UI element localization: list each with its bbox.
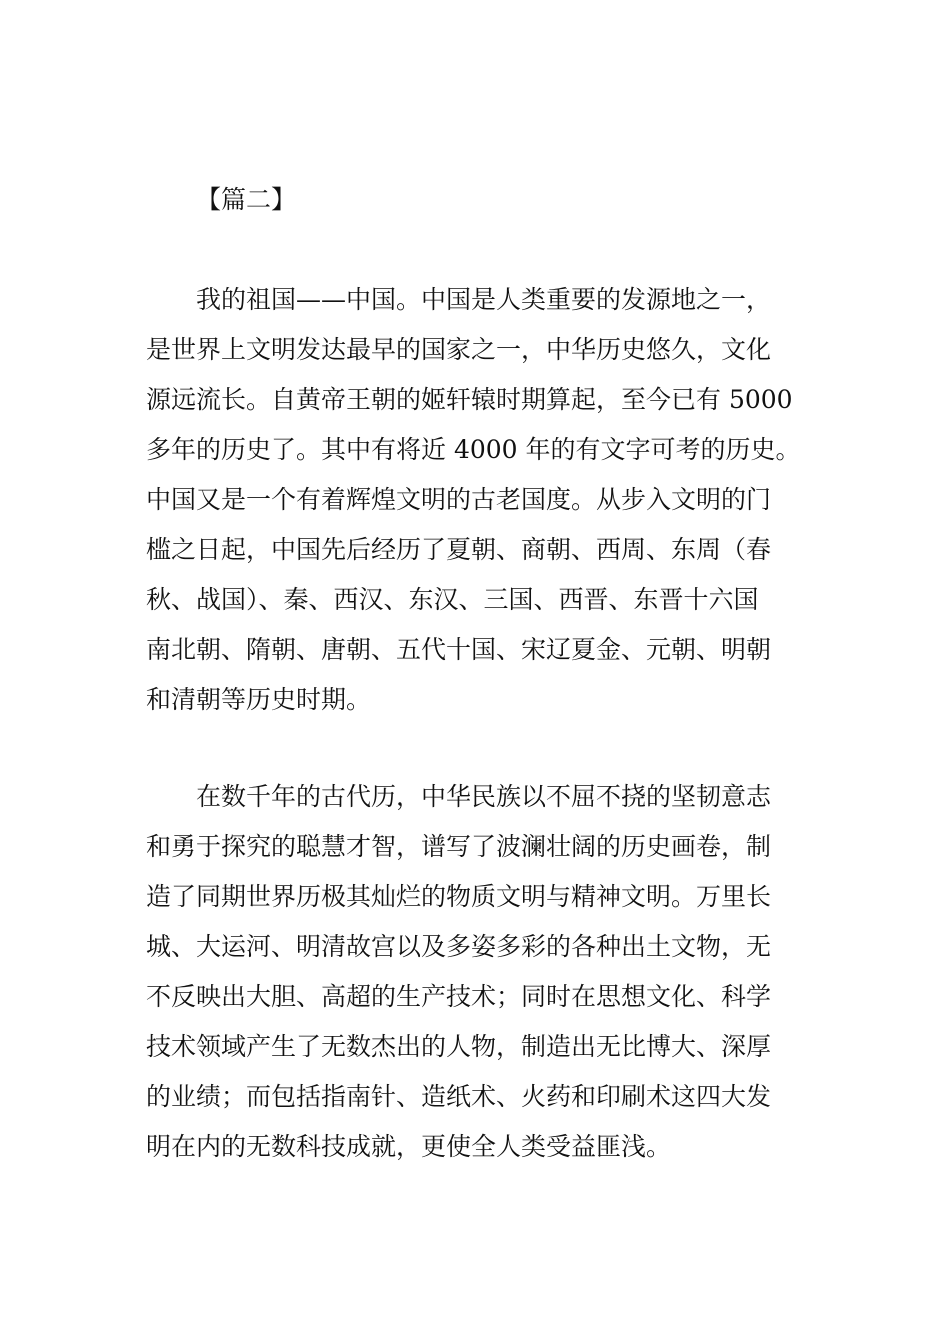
paragraph-line: 明在内的无数科技成就，更使全人类受益匪浅。 [146,1132,672,1161]
paragraph-line: 城、大运河、明清故宫以及多姿多彩的各种出土文物，无 [146,932,772,961]
paragraph-line: 造了同期世界历极其灿烂的物质文明与精神文明。万里长 [146,882,772,911]
paragraph-line: 的业绩；而包括指南针、造纸术、火药和印刷术这四大发 [146,1082,772,1111]
paragraph-2 [146,772,816,1172]
paragraph-line: 源远流长。自黄帝王朝的姬轩辕时期算起，至今已有 5000 [146,385,793,414]
paragraph-line: 和清朝等历史时期。 [146,685,372,714]
paragraph-line: 不反映出大胆、高超的生产技术；同时在思想文化、科学 [146,982,772,1011]
paragraph-line: 中国又是一个有着辉煌文明的古老国度。从步入文明的门 [146,485,772,514]
section-heading: 【篇二】 [196,185,297,214]
paragraph-line: 槛之日起，中国先后经历了夏朝、商朝、西周、东周（春 [146,535,772,564]
paragraph-line: 南北朝、隋朝、唐朝、五代十国、宋辽夏金、元朝、明朝 [146,635,772,664]
paragraph-line: 是世界上文明发达最早的国家之一，中华历史悠久，文化 [146,335,772,364]
paragraph-line: 和勇于探究的聪慧才智，谱写了波澜壮阔的历史画卷，制 [146,832,772,861]
paragraph-line: 秋、战国）、秦、西汉、东汉、三国、西晋、东晋十六国 [146,585,759,614]
paragraph-line: 多年的历史了。其中有将近 4000 年的有文字可考的历史。 [146,435,801,464]
paragraph-line: 在数千年的古代历，中华民族以不屈不挠的坚韧意志 [196,782,772,811]
paragraph-line: 技术领域产生了无数杰出的人物，制造出无比博大、深厚 [146,1032,772,1061]
paragraph-1 [146,275,816,725]
paragraph-line: 我的祖国——中国。中国是人类重要的发源地之一， [196,285,772,314]
